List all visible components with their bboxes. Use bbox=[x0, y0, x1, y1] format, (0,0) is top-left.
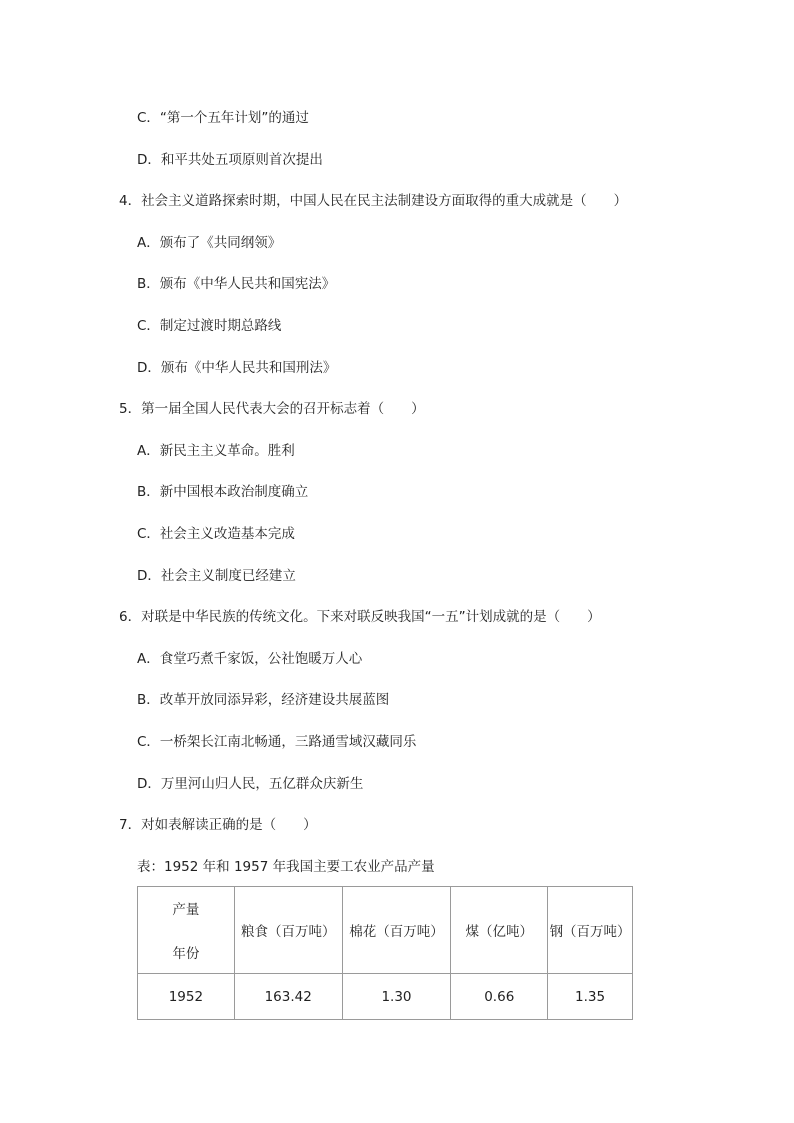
table-header-coal: 煤（亿吨） bbox=[451, 887, 548, 974]
table-row bbox=[138, 974, 633, 1020]
question-5-option-c: C．社会主义改造基本完成 bbox=[137, 526, 295, 542]
corner-label-quantity: 产量 bbox=[172, 902, 200, 918]
table-cell-cotton: 1.30 bbox=[342, 974, 451, 1020]
question-6-stem: 6．对联是中华民族的传统文化。下来对联反映我国“一五”计划成就的是（ ） bbox=[119, 609, 601, 625]
question-3-option-d: D．和平共处五项原则首次提出 bbox=[137, 152, 323, 168]
table-header-row bbox=[138, 887, 633, 974]
question-6-option-c: C．一桥架长江南北畅通，三路通雪域汉藏同乐 bbox=[137, 734, 417, 750]
question-3-option-c: C．“第一个五年计划”的通过 bbox=[137, 110, 309, 126]
production-table bbox=[137, 886, 633, 1020]
question-4-option-d: D．颁布《中华人民共和国刑法》 bbox=[137, 360, 337, 376]
question-4-option-c: C．制定过渡时期总路线 bbox=[137, 318, 282, 334]
question-5-stem: 5．第一届全国人民代表大会的召开标志着（ ） bbox=[119, 401, 425, 417]
question-5-option-a: A．新民主主义革命。胜利 bbox=[137, 443, 295, 459]
question-6-option-b: B．改革开放同添异彩，经济建设共展蓝图 bbox=[137, 692, 390, 708]
question-6-option-a: A．食堂巧煮千家饭，公社饱暖万人心 bbox=[137, 651, 363, 667]
question-4-stem: 4．社会主义道路探索时期，中国人民在民主法制建设方面取得的重大成就是（ ） bbox=[119, 193, 628, 209]
question-6-option-d: D．万里河山归人民，五亿群众庆新生 bbox=[137, 776, 364, 792]
table-corner-cell bbox=[138, 887, 235, 974]
table-header-steel: 钢（百万吨） bbox=[548, 887, 633, 974]
table-header-grain: 粮食（百万吨） bbox=[234, 887, 342, 974]
question-7-stem: 7．对如表解读正确的是（ ） bbox=[119, 817, 317, 833]
table-caption: 表：1952 年和 1957 年我国主要工农业产品产量 bbox=[137, 859, 435, 875]
question-4-option-b: B．颁布《中华人民共和国宪法》 bbox=[137, 276, 336, 292]
table-cell-year: 1952 bbox=[138, 974, 235, 1020]
table-cell-coal: 0.66 bbox=[451, 974, 548, 1020]
question-5-option-b: B．新中国根本政治制度确立 bbox=[137, 484, 309, 500]
question-5-option-d: D．社会主义制度已经建立 bbox=[137, 568, 296, 584]
table-cell-grain: 163.42 bbox=[234, 974, 342, 1020]
table-header-cotton: 棉花（百万吨） bbox=[342, 887, 451, 974]
table-cell-steel: 1.35 bbox=[548, 974, 633, 1020]
question-4-option-a: A．颁布了《共同纲领》 bbox=[137, 235, 282, 251]
corner-label-year: 年份 bbox=[172, 946, 200, 962]
